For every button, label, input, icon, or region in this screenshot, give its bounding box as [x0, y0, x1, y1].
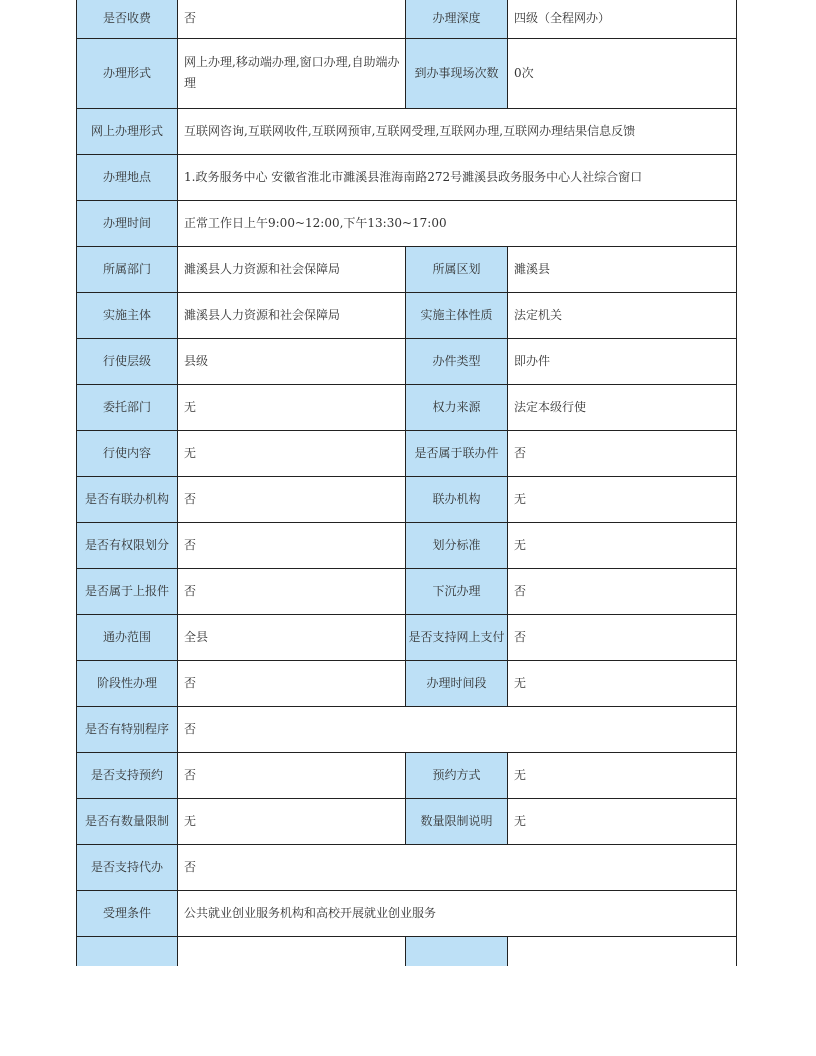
- field-value-authority-split: 否: [178, 522, 406, 568]
- field-label-department: 所属部门: [77, 246, 178, 292]
- field-label-sink-handling: 下沉办理: [406, 568, 508, 614]
- field-value-reservation: 否: [178, 752, 406, 798]
- table-row: [77, 38, 737, 108]
- field-label-visits: 到办事现场次数: [406, 38, 508, 108]
- table-row: [77, 476, 737, 522]
- field-label-acceptance-conditions: 受理条件: [77, 890, 178, 936]
- table-row: [77, 338, 737, 384]
- table-row: [77, 660, 737, 706]
- field-label-fee: 是否收费: [77, 0, 178, 38]
- table-row: [77, 154, 737, 200]
- field-value-sink-handling: 否: [508, 568, 737, 614]
- field-value-level: 县级: [178, 338, 406, 384]
- field-value-delegated-dept: 无: [178, 384, 406, 430]
- field-label-online-form: 网上办理形式: [77, 108, 178, 154]
- field-label-staged: 阶段性办理: [77, 660, 178, 706]
- field-label-time-slot: 办理时间段: [406, 660, 508, 706]
- service-info-sheet: [76, 0, 736, 966]
- field-value-has-joint-org: 否: [178, 476, 406, 522]
- field-value-visits: 0次: [508, 38, 737, 108]
- field-value-content: 无: [178, 430, 406, 476]
- field-label-truncated-2: [406, 936, 508, 966]
- field-value-truncated: [178, 936, 406, 966]
- field-label-reservation: 是否支持预约: [77, 752, 178, 798]
- field-label-power-source: 权力来源: [406, 384, 508, 430]
- field-value-split-standard: 无: [508, 522, 737, 568]
- field-label-online-payment: 是否支持网上支付: [406, 614, 508, 660]
- field-label-truncated: [77, 936, 178, 966]
- table-row: [77, 890, 737, 936]
- field-value-joint-org: 无: [508, 476, 737, 522]
- field-label-report-case: 是否属于上报件: [77, 568, 178, 614]
- table-row: [77, 568, 737, 614]
- field-value-district: 濉溪县: [508, 246, 737, 292]
- table-row: [77, 292, 737, 338]
- field-label-case-type: 办件类型: [406, 338, 508, 384]
- field-value-case-type: 即办件: [508, 338, 737, 384]
- table-row: [77, 752, 737, 798]
- field-value-joint-case: 否: [508, 430, 737, 476]
- table-row: [77, 614, 737, 660]
- field-label-location: 办理地点: [77, 154, 178, 200]
- field-label-scope: 通办范围: [77, 614, 178, 660]
- field-label-level: 行使层级: [77, 338, 178, 384]
- field-value-location: 1.政务服务中心 安徽省淮北市濉溪县淮海南路272号濉溪县政务服务中心人社综合窗口: [178, 154, 737, 200]
- table-row: [77, 246, 737, 292]
- field-value-acceptance-conditions: 公共就业创业服务机构和高校开展就业创业服务: [178, 890, 737, 936]
- service-info-table: [76, 0, 737, 966]
- table-row: [77, 200, 737, 246]
- table-row: [77, 522, 737, 568]
- table-row: [77, 798, 737, 844]
- field-value-depth: 四级（全程网办）: [508, 0, 737, 38]
- field-value-agent-service: 否: [178, 844, 737, 890]
- field-label-joint-org: 联办机构: [406, 476, 508, 522]
- field-value-truncated-2: [508, 936, 737, 966]
- field-label-implementer: 实施主体: [77, 292, 178, 338]
- field-value-online-form: 互联网咨询,互联网收件,互联网预审,互联网受理,互联网办理,互联网办理结果信息反馈: [178, 108, 737, 154]
- field-value-time-slot: 无: [508, 660, 737, 706]
- field-label-hours: 办理时间: [77, 200, 178, 246]
- field-value-online-payment: 否: [508, 614, 737, 660]
- table-row: [77, 430, 737, 476]
- table-row: [77, 706, 737, 752]
- table-row: [77, 0, 737, 38]
- field-value-scope: 全县: [178, 614, 406, 660]
- field-value-implementer-type: 法定机关: [508, 292, 737, 338]
- field-label-limit-note: 数量限制说明: [406, 798, 508, 844]
- field-value-form: 网上办理,移动端办理,窗口办理,自助端办理: [178, 38, 406, 108]
- table-row: [77, 844, 737, 890]
- field-value-implementer: 濉溪县人力资源和社会保障局: [178, 292, 406, 338]
- field-label-has-joint-org: 是否有联办机构: [77, 476, 178, 522]
- field-label-implementer-type: 实施主体性质: [406, 292, 508, 338]
- field-value-fee: 否: [178, 0, 406, 38]
- field-label-agent-service: 是否支持代办: [77, 844, 178, 890]
- field-label-content: 行使内容: [77, 430, 178, 476]
- field-value-limit-note: 无: [508, 798, 737, 844]
- field-label-joint-case: 是否属于联办件: [406, 430, 508, 476]
- field-value-department: 濉溪县人力资源和社会保障局: [178, 246, 406, 292]
- field-label-authority-split: 是否有权限划分: [77, 522, 178, 568]
- field-label-delegated-dept: 委托部门: [77, 384, 178, 430]
- field-value-reservation-method: 无: [508, 752, 737, 798]
- field-value-quantity-limit: 无: [178, 798, 406, 844]
- field-value-power-source: 法定本级行使: [508, 384, 737, 430]
- field-value-hours: 正常工作日上午9:00~12:00,下午13:30~17:00: [178, 200, 737, 246]
- field-value-staged: 否: [178, 660, 406, 706]
- table-row: [77, 936, 737, 966]
- table-row: [77, 108, 737, 154]
- field-value-special-procedure: 否: [178, 706, 737, 752]
- field-label-special-procedure: 是否有特别程序: [77, 706, 178, 752]
- field-label-form: 办理形式: [77, 38, 178, 108]
- field-label-quantity-limit: 是否有数量限制: [77, 798, 178, 844]
- field-label-reservation-method: 预约方式: [406, 752, 508, 798]
- table-row: [77, 384, 737, 430]
- field-label-depth: 办理深度: [406, 0, 508, 38]
- field-label-split-standard: 划分标准: [406, 522, 508, 568]
- field-value-report-case: 否: [178, 568, 406, 614]
- field-label-district: 所属区划: [406, 246, 508, 292]
